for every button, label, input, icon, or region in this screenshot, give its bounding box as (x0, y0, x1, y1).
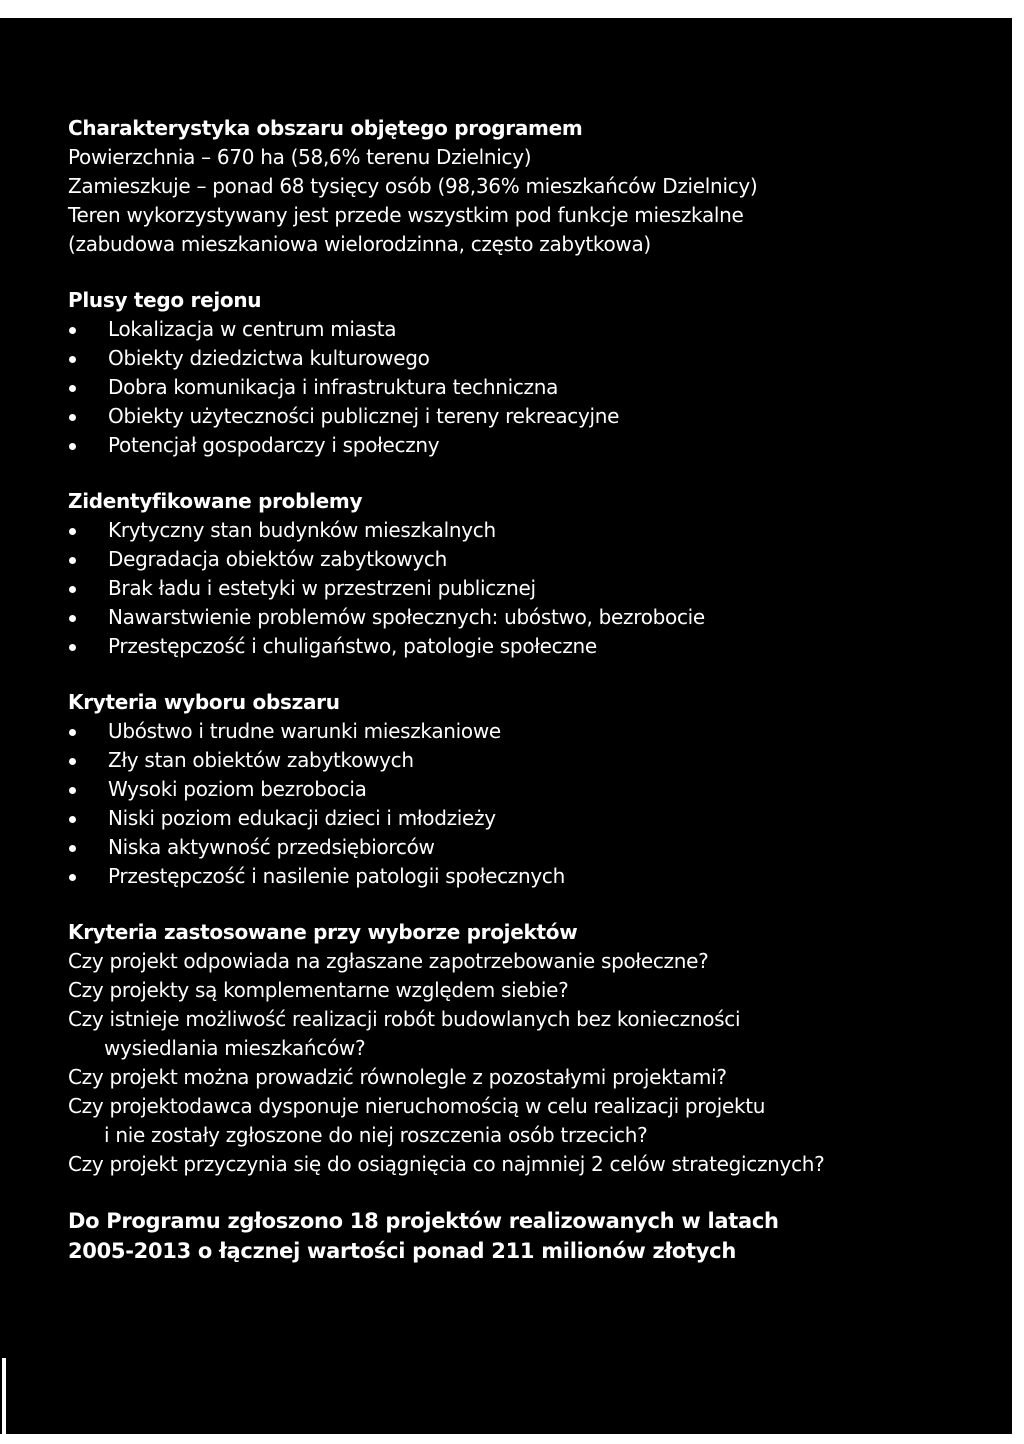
characteristics-line: (zabudowa mieszkaniowa wielorodzinna, często zabytkowa) (68, 232, 651, 256)
question-line: Czy projekty są komplementarne względem siebie? (68, 978, 569, 1002)
list-item (68, 545, 988, 574)
list-item (68, 775, 988, 804)
list-item (68, 717, 988, 746)
list-item-text: Ubóstwo i trudne warunki mieszkaniowe (108, 719, 501, 743)
bullet-icon (69, 816, 76, 823)
question-line: Czy projekt odpowiada na zgłaszane zapotrzebowanie społeczne? (68, 949, 709, 973)
list-item (68, 746, 988, 775)
bullet-icon (69, 758, 76, 765)
bullet-icon (69, 615, 76, 622)
list-item-text: Wysoki poziom bezrobocia (108, 777, 367, 801)
list-item-text: Niska aktywność przedsiębiorców (108, 835, 435, 859)
list-item (68, 344, 988, 373)
document-panel (0, 18, 1012, 1434)
list-item-text: Degradacja obiektów zabytkowych (108, 547, 447, 571)
bullet-icon (69, 586, 76, 593)
list-item (68, 516, 988, 545)
pluses-heading: Plusy tego rejonu (68, 288, 262, 312)
bullet-icon (69, 414, 76, 421)
list-item-text: Niski poziom edukacji dzieci i młodzieży (108, 806, 496, 830)
question-line: Czy projekt przyczynia się do osiągnięcia co najmniej 2 celów strategicznych? (68, 1152, 825, 1176)
list-item-text: Nawarstwienie problemów społecznych: ubóstwo, bezrobocie (108, 605, 705, 629)
list-item-text: Obiekty dziedzictwa kulturowego (108, 346, 430, 370)
list-item-text: Brak ładu i estetyki w przestrzeni publicznej (108, 576, 536, 600)
problems-section (68, 487, 988, 661)
bullet-icon (69, 327, 76, 334)
bullet-icon (69, 729, 76, 736)
characteristics-line: Teren wykorzystywany jest przede wszystkim pod funkcje mieszkalne (68, 203, 744, 227)
list-item-text: Krytyczny stan budynków mieszkalnych (108, 518, 496, 542)
characteristics-heading: Charakterystyka obszaru objętego programem (68, 116, 583, 140)
list-item-text: Przestępczość i chuligaństwo, patologie społeczne (108, 634, 597, 658)
pluses-list (68, 315, 988, 460)
question-continuation: i nie zostały zgłoszone do niej roszczenia osób trzecich? (104, 1123, 648, 1147)
list-item-text: Przestępczość i nasilenie patologii społecznych (108, 864, 565, 888)
bullet-icon (69, 845, 76, 852)
list-item (68, 574, 988, 603)
list-item (68, 862, 988, 891)
characteristics-line: Powierzchnia – 670 ha (58,6% terenu Dzielnicy) (68, 145, 532, 169)
list-item-text: Lokalizacja w centrum miasta (108, 317, 397, 341)
characteristics-section (68, 114, 988, 259)
bullet-icon (69, 528, 76, 535)
list-item (68, 804, 988, 833)
bullet-icon (69, 787, 76, 794)
list-item-text: Dobra komunikacja i infrastruktura techniczna (108, 375, 559, 399)
list-item (68, 603, 988, 632)
summary-line: Do Programu zgłoszono 18 projektów realizowanych w latach (68, 1209, 779, 1233)
list-item (68, 632, 988, 661)
summary-line: 2005-2013 o łącznej wartości ponad 211 milionów złotych (68, 1239, 736, 1263)
bullet-icon (69, 557, 76, 564)
problems-list (68, 516, 988, 661)
list-item (68, 373, 988, 402)
list-item (68, 431, 988, 460)
bullet-icon (69, 443, 76, 450)
list-item-text: Potencjał gospodarczy i społeczny (108, 433, 440, 457)
question-line: Czy projektodawca dysponuje nieruchomością w celu realizacji projektu (68, 1094, 766, 1118)
pluses-section (68, 286, 988, 460)
list-item-text: Obiekty użyteczności publicznej i tereny rekreacyjne (108, 404, 620, 428)
area-criteria-section (68, 688, 988, 891)
characteristics-line: Zamieszkuje – ponad 68 tysięcy osób (98,36% mieszkańców Dzielnicy) (68, 174, 758, 198)
area-criteria-list (68, 717, 988, 891)
list-item (68, 402, 988, 431)
bullet-icon (69, 356, 76, 363)
scan-edge-mark (2, 1358, 6, 1434)
bullet-icon (69, 385, 76, 392)
problems-heading: Zidentyfikowane problemy (68, 489, 363, 513)
project-criteria-section (68, 918, 988, 1179)
bullet-icon (69, 874, 76, 881)
question-line: Czy istnieje możliwość realizacji robót budowlanych bez konieczności (68, 1007, 741, 1031)
question-line: Czy projekt można prowadzić równolegle z pozostałymi projektami? (68, 1065, 727, 1089)
bullet-icon (69, 644, 76, 651)
document-content (68, 114, 988, 1266)
question-continuation: wysiedlania mieszkańców? (104, 1036, 366, 1060)
summary-statement (68, 1206, 988, 1266)
list-item (68, 833, 988, 862)
area-criteria-heading: Kryteria wyboru obszaru (68, 690, 340, 714)
list-item-text: Zły stan obiektów zabytkowych (108, 748, 414, 772)
list-item (68, 315, 988, 344)
project-criteria-heading: Kryteria zastosowane przy wyborze projektów (68, 920, 578, 944)
